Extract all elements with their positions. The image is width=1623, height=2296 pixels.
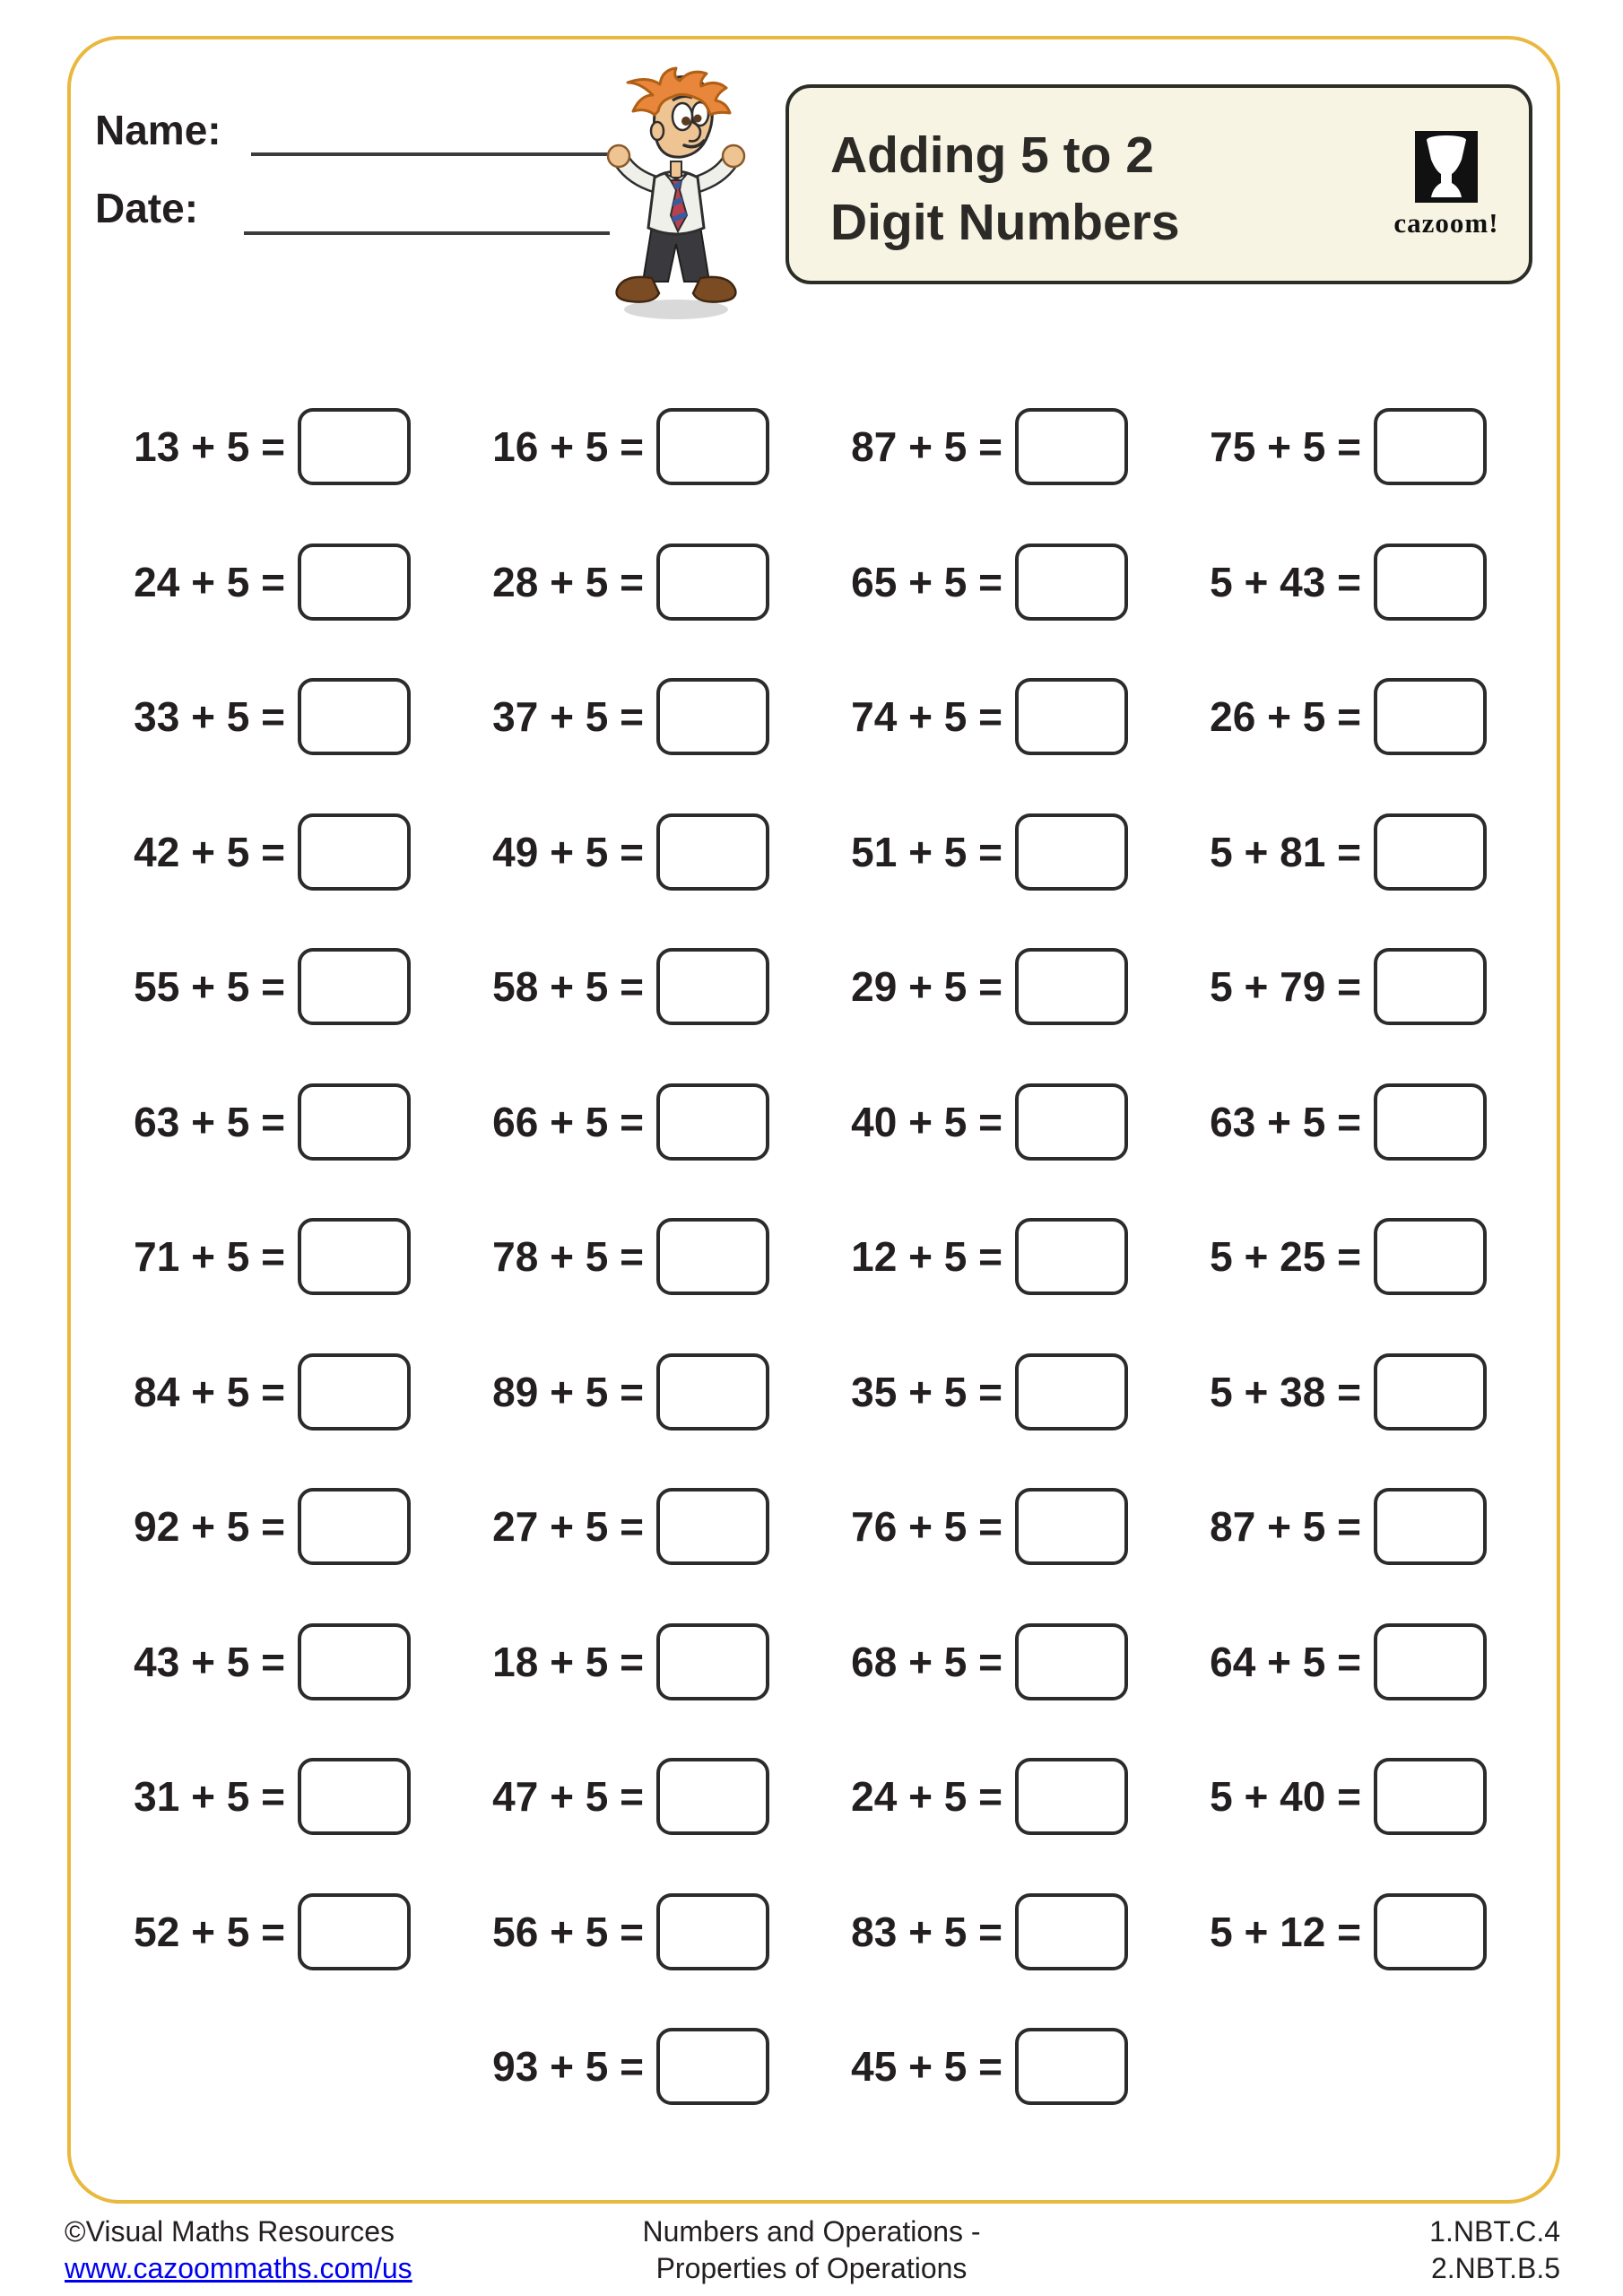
- answer-box[interactable]: [1015, 1353, 1128, 1431]
- problem-cell: [453, 1459, 812, 1595]
- equation-text: 89 + 5 =: [492, 1368, 644, 1415]
- answer-box[interactable]: [656, 948, 769, 1025]
- answer-box[interactable]: [656, 1083, 769, 1161]
- problem-cell: [812, 379, 1170, 515]
- answer-box[interactable]: [298, 1353, 411, 1431]
- problem-cell: [453, 919, 812, 1055]
- answer-box[interactable]: [1015, 1758, 1128, 1835]
- problem-cell: [94, 1189, 453, 1325]
- answer-box[interactable]: [298, 1083, 411, 1161]
- cazoom-logo: [1393, 131, 1500, 239]
- problem-cell: [1170, 1325, 1529, 1460]
- answer-box[interactable]: [656, 1353, 769, 1431]
- problem-cell: [1170, 1999, 1529, 2135]
- answer-box[interactable]: [1015, 1893, 1128, 1970]
- answer-box[interactable]: [1374, 678, 1487, 755]
- equation-text: 35 + 5 =: [851, 1368, 1002, 1415]
- equation-text: 28 + 5 =: [492, 558, 644, 605]
- date-label: Date:: [95, 185, 199, 231]
- problem-cell: [453, 1325, 812, 1460]
- problem-cell: [94, 379, 453, 515]
- equation-text: 75 + 5 =: [1210, 423, 1361, 471]
- problem-cell: [1170, 1189, 1529, 1325]
- problem-cell: [812, 1729, 1170, 1865]
- cartoon-character: [599, 66, 753, 323]
- answer-box[interactable]: [1015, 544, 1128, 621]
- answer-box[interactable]: [298, 813, 411, 891]
- website-link[interactable]: www.cazoommaths.com/us: [65, 2251, 412, 2284]
- answer-box[interactable]: [1374, 1758, 1487, 1835]
- equation-text: 24 + 5 =: [851, 1773, 1002, 1821]
- cazoom-logo-text: cazoom!: [1393, 207, 1499, 239]
- problem-cell: [812, 1325, 1170, 1460]
- answer-box[interactable]: [1374, 1488, 1487, 1565]
- problem-cell: [812, 1865, 1170, 2000]
- problem-cell: [94, 649, 453, 785]
- equation-text: 76 + 5 =: [851, 1503, 1002, 1551]
- answer-box[interactable]: [298, 1488, 411, 1565]
- problem-cell: [1170, 1865, 1529, 2000]
- answer-box[interactable]: [1374, 1623, 1487, 1700]
- equation-text: 31 + 5 =: [134, 1773, 285, 1821]
- equation-text: 47 + 5 =: [492, 1773, 644, 1821]
- name-input-line[interactable]: [251, 152, 617, 156]
- equation-text: 65 + 5 =: [851, 558, 1002, 605]
- answer-box[interactable]: [1374, 1083, 1487, 1161]
- title-line1: Adding 5 to 2: [830, 126, 1154, 184]
- answer-box[interactable]: [1374, 948, 1487, 1025]
- answer-box[interactable]: [298, 408, 411, 485]
- equation-text: 71 + 5 =: [134, 1233, 285, 1281]
- topic-line2: Properties of Operations: [655, 2251, 968, 2284]
- problem-cell: [1170, 515, 1529, 650]
- answer-box[interactable]: [656, 544, 769, 621]
- problem-cell: [453, 785, 812, 920]
- equation-text: 5 + 38 =: [1210, 1368, 1361, 1415]
- equation-text: 93 + 5 =: [492, 2043, 644, 2091]
- problem-cell: [453, 1999, 812, 2135]
- problem-cell: [94, 1595, 453, 1730]
- answer-box[interactable]: [656, 1623, 769, 1700]
- title-box: [785, 84, 1532, 284]
- equation-text: 83 + 5 =: [851, 1908, 1002, 1955]
- equation-text: 18 + 5 =: [492, 1638, 644, 1685]
- topic-line1: Numbers and Operations -: [642, 2215, 981, 2248]
- equation-text: 33 + 5 =: [134, 693, 285, 741]
- answer-box[interactable]: [656, 813, 769, 891]
- equation-text: 74 + 5 =: [851, 693, 1002, 741]
- answer-box[interactable]: [1015, 1488, 1128, 1565]
- problem-cell: [1170, 1459, 1529, 1595]
- problem-cell: [94, 1729, 453, 1865]
- problems-grid: [94, 379, 1529, 2135]
- problem-cell: [1170, 785, 1529, 920]
- problem-cell: [94, 1325, 453, 1460]
- answer-box[interactable]: [656, 1218, 769, 1295]
- problem-cell: [812, 1459, 1170, 1595]
- problem-cell: [1170, 379, 1529, 515]
- equation-text: 63 + 5 =: [134, 1098, 285, 1145]
- answer-box[interactable]: [298, 1623, 411, 1700]
- equation-text: 5 + 43 =: [1210, 558, 1361, 605]
- equation-text: 66 + 5 =: [492, 1098, 644, 1145]
- answer-box[interactable]: [1015, 1623, 1128, 1700]
- equation-text: 26 + 5 =: [1210, 693, 1361, 741]
- problem-cell: [812, 1595, 1170, 1730]
- answer-box[interactable]: [298, 1218, 411, 1295]
- equation-text: 40 + 5 =: [851, 1098, 1002, 1145]
- answer-box[interactable]: [1374, 544, 1487, 621]
- equation-text: 24 + 5 =: [134, 558, 285, 605]
- problem-cell: [812, 1189, 1170, 1325]
- equation-text: 12 + 5 =: [851, 1233, 1002, 1281]
- equation-text: 27 + 5 =: [492, 1503, 644, 1551]
- answer-box[interactable]: [1374, 1218, 1487, 1295]
- answer-box[interactable]: [656, 678, 769, 755]
- answer-box[interactable]: [1015, 2028, 1128, 2105]
- equation-text: 29 + 5 =: [851, 963, 1002, 1011]
- equation-text: 87 + 5 =: [1210, 1503, 1361, 1551]
- answer-box[interactable]: [1015, 1218, 1128, 1295]
- problem-cell: [453, 515, 812, 650]
- answer-box[interactable]: [1015, 948, 1128, 1025]
- answer-box[interactable]: [656, 1893, 769, 1970]
- problem-cell: [812, 1999, 1170, 2135]
- equation-text: 64 + 5 =: [1210, 1638, 1361, 1685]
- problem-cell: [812, 919, 1170, 1055]
- problem-cell: [453, 1595, 812, 1730]
- problem-cell: [1170, 1729, 1529, 1865]
- equation-text: 49 + 5 =: [492, 828, 644, 875]
- answer-box[interactable]: [656, 408, 769, 485]
- problem-cell: [94, 515, 453, 650]
- equation-text: 42 + 5 =: [134, 828, 285, 875]
- answer-box[interactable]: [1015, 813, 1128, 891]
- problem-cell: [812, 649, 1170, 785]
- problem-cell: [453, 1865, 812, 2000]
- problem-cell: [94, 1459, 453, 1595]
- equation-text: 58 + 5 =: [492, 963, 644, 1011]
- answer-box[interactable]: [1015, 1083, 1128, 1161]
- answer-box[interactable]: [656, 1488, 769, 1565]
- answer-box[interactable]: [298, 544, 411, 621]
- equation-text: 51 + 5 =: [851, 828, 1002, 875]
- equation-text: 68 + 5 =: [851, 1638, 1002, 1685]
- answer-box[interactable]: [1374, 408, 1487, 485]
- problem-cell: [453, 1729, 812, 1865]
- answer-box[interactable]: [1374, 1893, 1487, 1970]
- equation-text: 5 + 12 =: [1210, 1908, 1361, 1955]
- equation-text: 63 + 5 =: [1210, 1098, 1361, 1145]
- title-line2: Digit Numbers: [830, 194, 1180, 252]
- equation-text: 13 + 5 =: [134, 423, 285, 471]
- problem-cell: [94, 1999, 453, 2135]
- problem-cell: [812, 785, 1170, 920]
- equation-text: 87 + 5 =: [851, 423, 1002, 471]
- equation-text: 55 + 5 =: [134, 963, 285, 1011]
- equation-text: 5 + 25 =: [1210, 1233, 1361, 1281]
- problem-cell: [94, 1865, 453, 2000]
- answer-box[interactable]: [298, 1758, 411, 1835]
- problem-cell: [1170, 649, 1529, 785]
- equation-text: 84 + 5 =: [134, 1368, 285, 1415]
- problem-cell: [453, 379, 812, 515]
- equation-text: 5 + 40 =: [1210, 1773, 1361, 1821]
- problem-cell: [453, 1055, 812, 1190]
- problem-cell: [453, 1189, 812, 1325]
- equation-text: 37 + 5 =: [492, 693, 644, 741]
- djembe-drum-icon: [1415, 131, 1478, 203]
- answer-box[interactable]: [1374, 813, 1487, 891]
- copyright-text: ©Visual Maths Resources: [65, 2215, 395, 2248]
- answer-box[interactable]: [1015, 678, 1128, 755]
- equation-text: 45 + 5 =: [851, 2043, 1002, 2091]
- answer-box[interactable]: [298, 1893, 411, 1970]
- name-label: Name:: [95, 107, 221, 153]
- standard-code-1: 1.NBT.C.4: [1429, 2215, 1560, 2248]
- answer-box[interactable]: [656, 2028, 769, 2105]
- problem-cell: [812, 515, 1170, 650]
- equation-text: 16 + 5 =: [492, 423, 644, 471]
- problem-cell: [94, 785, 453, 920]
- problem-cell: [94, 1055, 453, 1190]
- problem-cell: [812, 1055, 1170, 1190]
- equation-text: 43 + 5 =: [134, 1638, 285, 1685]
- problem-cell: [453, 649, 812, 785]
- answer-box[interactable]: [1374, 1353, 1487, 1431]
- standard-code-2: 2.NBT.B.5: [1430, 2251, 1560, 2284]
- answer-box[interactable]: [656, 1758, 769, 1835]
- answer-box[interactable]: [298, 948, 411, 1025]
- equation-text: 5 + 81 =: [1210, 828, 1361, 875]
- problem-cell: [1170, 1595, 1529, 1730]
- problem-cell: [1170, 919, 1529, 1055]
- equation-text: 78 + 5 =: [492, 1233, 644, 1281]
- answer-box[interactable]: [298, 678, 411, 755]
- problem-cell: [1170, 1055, 1529, 1190]
- worksheet-title: [830, 122, 1180, 257]
- problem-cell: [94, 919, 453, 1055]
- date-input-line[interactable]: [244, 231, 610, 235]
- equation-text: 52 + 5 =: [134, 1908, 285, 1955]
- answer-box[interactable]: [1015, 408, 1128, 485]
- equation-text: 5 + 79 =: [1210, 963, 1361, 1011]
- equation-text: 92 + 5 =: [134, 1503, 285, 1551]
- equation-text: 56 + 5 =: [492, 1908, 644, 1955]
